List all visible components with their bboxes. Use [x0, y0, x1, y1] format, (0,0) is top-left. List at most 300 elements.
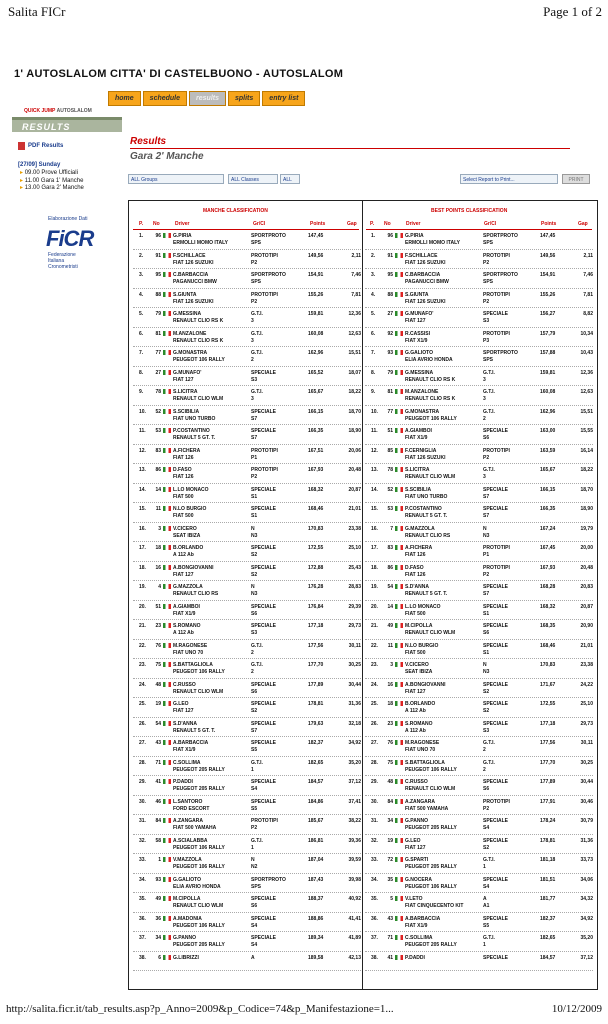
cell-group: SPECIALE: [251, 408, 277, 415]
cell-driver-name: G.MESSINA: [405, 369, 434, 376]
cell-gap: 18,07: [348, 369, 361, 376]
cell-driver-name: V.CICERO: [405, 662, 429, 668]
cell-class: S7: [483, 591, 490, 597]
cell-position: 12.: [139, 447, 146, 454]
cell-car-model: RENAULT CLIO WLM: [173, 396, 224, 402]
cell-group: G.T.I.: [251, 759, 263, 766]
cell-position: 2.: [139, 252, 144, 259]
cell-car-number: 51: [387, 428, 393, 434]
table-row: [133, 659, 361, 679]
cell-car-model: FIAT 126: [405, 571, 426, 578]
cell-car-number: 88: [387, 291, 393, 298]
cell-position: 35.: [371, 896, 378, 902]
cell-points: 168,32: [540, 603, 556, 610]
cell-class: SPS: [483, 357, 494, 363]
cell-car-number: 91: [387, 252, 393, 259]
cell-position: 15.: [139, 506, 146, 512]
cell-car-model: RENAULT CLIO RS K: [405, 396, 456, 402]
cell-points: 182,65: [308, 759, 324, 766]
italy-flag-icon: [163, 623, 171, 628]
cell-points: 147,45: [308, 233, 324, 239]
cell-class: P2: [483, 259, 490, 266]
cell-class: S4: [251, 922, 258, 929]
cell-gap: 18,22: [580, 467, 593, 473]
cell-gap: 29,39: [348, 603, 361, 610]
table-row: [133, 913, 361, 933]
cell-class: S6: [251, 610, 258, 617]
cell-driver-name: C.SOLLIMA: [405, 935, 433, 941]
cell-group: SPECIALE: [251, 779, 277, 785]
italy-flag-icon: [395, 292, 403, 297]
cell-group: PROTOTIPI: [251, 447, 278, 454]
cell-class: S7: [251, 435, 258, 441]
col-no: No: [384, 221, 391, 227]
cell-car-number: 34: [155, 935, 161, 941]
classes-select[interactable]: ALL Classes: [228, 174, 278, 184]
cell-car-number: 18: [387, 701, 393, 707]
cell-class: SPS: [483, 279, 494, 285]
cell-class: N3: [483, 532, 490, 539]
cell-car-number: 75: [387, 759, 393, 766]
cell-class: S6: [483, 435, 490, 441]
cell-gap: 12,36: [580, 369, 593, 376]
cell-car-model: FIAT 127: [405, 844, 426, 851]
cell-group: SPECIALE: [251, 896, 277, 902]
cell-position: 34.: [371, 876, 378, 883]
cell-gap: 34,92: [580, 915, 593, 922]
cell-driver-name: S.BATTAGLIOLA: [173, 662, 213, 668]
ficr-logo: FiCR: [46, 226, 94, 251]
col-grcl: Gr/Cl: [253, 221, 266, 227]
cell-car-number: 11: [155, 506, 161, 512]
cell-group: SPORTPROTO: [251, 272, 286, 278]
cell-car-number: 27: [387, 311, 393, 317]
nav-schedule[interactable]: schedule: [143, 91, 187, 106]
cell-gap: 7,81: [583, 291, 593, 298]
table-row: [133, 679, 361, 699]
italy-flag-icon: [163, 604, 171, 609]
cell-gap: 12,36: [348, 311, 361, 317]
cell-points: 154,91: [308, 272, 324, 278]
cell-class: P2: [251, 825, 258, 831]
cell-group: SPECIALE: [251, 603, 277, 610]
cell-car-number: 91: [155, 252, 161, 259]
cell-driver-name: C.RUSSO: [173, 681, 196, 688]
cell-car-number: 19: [155, 701, 161, 707]
cell-driver-name: G.LEO: [405, 837, 421, 844]
cell-points: 168,32: [308, 486, 324, 493]
cell-position: 12.: [371, 447, 378, 454]
cell-driver-name: A.BONGIOVANNI: [405, 681, 446, 688]
cell-group: PROTOTIPI: [251, 818, 278, 824]
cell-car-number: 71: [387, 935, 393, 941]
cell-car-number: 77: [155, 350, 161, 356]
cell-class: 3: [251, 396, 254, 402]
cell-driver-name: G.MUNAFO': [405, 311, 434, 317]
cell-car-number: 76: [387, 740, 393, 746]
cell-car-number: 86: [387, 564, 393, 571]
cell-gap: 39,98: [348, 876, 361, 883]
table-row: [133, 445, 361, 465]
cell-group: PROTOTIPI: [483, 798, 510, 805]
cell-car-model: FIAT 126 SUZUKI: [173, 259, 214, 266]
cell-car-model: FIAT 126 SUZUKI: [405, 259, 446, 266]
cell-group: G.T.I.: [251, 642, 263, 649]
cell-position: 23.: [371, 662, 378, 668]
cell-class: SPS: [483, 240, 494, 246]
cell-points: 179,63: [308, 720, 324, 727]
italy-flag-icon: [163, 643, 171, 648]
italy-flag-icon: [163, 448, 171, 453]
cell-car-number: 76: [155, 642, 161, 649]
cell-car-number: 5: [390, 896, 393, 902]
col-pos: P.: [139, 221, 144, 227]
cell-car-model: RENAULT CLIO RS K: [173, 337, 224, 344]
cell-points: 168,46: [540, 642, 556, 649]
cell-position: 36.: [371, 915, 378, 922]
cell-position: 23.: [139, 662, 146, 668]
table-row: [365, 425, 593, 445]
cell-car-model: PEUGEOT 106 RALLY: [405, 415, 457, 422]
cell-driver-name: G.MONASTRA: [173, 350, 208, 356]
col-gap: Gap: [347, 221, 357, 227]
cell-position: 5.: [371, 311, 376, 317]
table-row: [365, 874, 593, 894]
cell-car-number: 84: [155, 818, 161, 824]
italy-flag-icon: [163, 955, 171, 960]
cell-car-number: 34: [387, 818, 393, 824]
cell-car-number: 83: [387, 545, 393, 551]
cell-gap: 40,92: [348, 896, 361, 902]
cell-group: SPECIALE: [251, 798, 277, 805]
italy-flag-icon: [163, 526, 171, 531]
schedule-item[interactable]: ▸ 09.00 Prove Ufficiali: [20, 170, 84, 178]
cell-car-model: PEUGEOT 106 RALLY: [405, 766, 457, 773]
cell-class: S7: [483, 513, 490, 519]
italy-flag-icon: [163, 389, 171, 394]
cell-car-model: FIAT CINQUECENTO KIT: [405, 903, 464, 909]
cell-points: 182,37: [308, 740, 324, 746]
schedule-item[interactable]: ▸ 13.00 Gara 2' Manche: [20, 185, 84, 193]
cell-car-number: 78: [155, 389, 161, 395]
results-tab[interactable]: RESULTS: [12, 117, 122, 132]
table-row: [133, 347, 361, 367]
cell-points: 185,67: [308, 818, 324, 824]
cell-points: 166,35: [540, 506, 556, 512]
cell-driver-name: M.RAGONESE: [405, 740, 440, 746]
cell-driver-name: B.ORLANDO: [405, 701, 436, 707]
cell-points: 184,57: [308, 779, 324, 785]
cell-gap: 32,18: [348, 720, 361, 727]
italy-flag-icon: [395, 233, 403, 238]
schedule-list: [20, 170, 84, 193]
cell-position: 31.: [371, 818, 378, 824]
cell-position: 37.: [371, 935, 378, 941]
cell-position: 32.: [371, 837, 378, 844]
cell-car-model: A 112 Ab: [405, 708, 426, 714]
pdf-results-link[interactable]: PDF Results: [18, 142, 63, 150]
cell-group: G.T.I.: [251, 662, 263, 668]
cell-points: 189,34: [308, 935, 324, 941]
cell-group: SPECIALE: [251, 681, 277, 688]
cell-car-model: FIAT 127: [173, 708, 194, 714]
cell-points: 166,15: [540, 486, 556, 493]
cell-points: 177,70: [540, 759, 556, 766]
cell-position: 35.: [139, 896, 146, 902]
cell-car-model: PEUGEOT 205 RALLY: [405, 825, 457, 831]
cell-gap: 20,00: [580, 545, 593, 551]
cell-car-model: SEAT IBIZA: [405, 669, 433, 675]
italy-flag-icon: [395, 857, 403, 862]
cell-class: P2: [483, 454, 490, 461]
cell-driver-name: F.SCHILLACE: [405, 252, 438, 259]
cell-gap: 31,36: [580, 837, 593, 844]
cell-car-number: 78: [387, 467, 393, 473]
cell-driver-name: G.MONASTRA: [405, 408, 440, 415]
table-row: [133, 854, 361, 874]
cell-points: 176,84: [308, 603, 324, 610]
table-row: [133, 425, 361, 445]
table-row: [365, 269, 593, 289]
cell-position: 18.: [371, 564, 378, 571]
cell-position: 27.: [139, 740, 146, 746]
cell-class: P2: [251, 259, 258, 266]
cell-driver-name: A.ZANGARA: [173, 818, 203, 824]
table-row: [365, 952, 593, 972]
italy-flag-icon: [395, 409, 403, 414]
cell-class: P2: [251, 474, 258, 480]
cell-group: G.T.I.: [483, 935, 495, 941]
report-select[interactable]: Select Report to Print...: [460, 174, 558, 184]
cell-class: S7: [483, 493, 490, 500]
cell-points: 162,96: [308, 350, 324, 356]
cell-gap: 7,81: [351, 291, 361, 298]
cell-gap: 35,20: [348, 759, 361, 766]
italy-flag-icon: [395, 467, 403, 472]
cell-class: 3: [251, 318, 254, 324]
cell-position: 33.: [371, 857, 378, 863]
cell-position: 9.: [139, 389, 144, 395]
cell-class: S7: [251, 727, 258, 734]
cell-car-number: 53: [387, 506, 393, 512]
cell-group: PROTOTIPI: [483, 330, 510, 337]
cell-driver-name: A.SCIALABBA: [173, 837, 208, 844]
cell-car-model: FIAT X1/9: [173, 610, 196, 617]
print-button[interactable]: PRINT: [562, 174, 590, 184]
cell-group: N: [483, 525, 487, 532]
table-row: [365, 386, 593, 406]
cell-points: 163,00: [540, 428, 556, 434]
cell-car-model: PEUGEOT 205 RALLY: [405, 864, 457, 870]
italy-flag-icon: [163, 233, 171, 238]
cell-points: 167,51: [308, 447, 324, 454]
cell-points: 176,28: [308, 584, 324, 590]
cell-gap: 10,43: [580, 350, 593, 356]
cell-car-number: 49: [155, 896, 161, 902]
nav-entry-list[interactable]: entry list: [262, 91, 305, 106]
cell-class: S2: [251, 552, 258, 558]
cell-group: G.T.I.: [251, 837, 263, 844]
table-row: [133, 503, 361, 523]
table-row: [133, 640, 361, 660]
cell-class: SPS: [251, 883, 262, 890]
cell-points: 167,93: [308, 467, 324, 473]
cell-car-number: 93: [387, 350, 393, 356]
nav-results[interactable]: results: [189, 91, 226, 106]
italy-flag-icon: [163, 838, 171, 843]
cell-group: PROTOTIPI: [251, 467, 278, 473]
cell-points: 187,43: [308, 876, 324, 883]
italy-flag-icon: [163, 935, 171, 940]
cell-points: 156,27: [540, 311, 556, 317]
cell-driver-name: G.MAZZOLA: [405, 525, 435, 532]
cell-gap: 29,73: [348, 623, 361, 629]
cell-car-model: PEUGEOT 106 RALLY: [405, 883, 457, 890]
cell-car-number: 85: [387, 447, 393, 454]
cell-driver-name: L.SANTORO: [173, 798, 203, 805]
italy-flag-icon: [395, 740, 403, 745]
cell-class: 3: [251, 337, 254, 344]
print-footer-date: 10/12/2009: [551, 1003, 602, 1015]
table-row: [133, 269, 361, 289]
cell-driver-name: L.LO MONACO: [405, 603, 441, 610]
cell-group: SPECIALE: [483, 701, 509, 707]
table-row: [133, 484, 361, 504]
table-row: [365, 698, 593, 718]
cell-points: 177,70: [308, 662, 324, 668]
cell-position: 16.: [371, 525, 378, 532]
cell-points: 188,86: [308, 915, 324, 922]
cell-position: 19.: [371, 584, 378, 590]
table-row: [133, 523, 361, 543]
cell-position: 29.: [139, 779, 146, 785]
cell-position: 14.: [139, 486, 146, 493]
cell-position: 24.: [139, 681, 146, 688]
cell-gap: 20,48: [348, 467, 361, 473]
cell-group: SPECIALE: [251, 623, 277, 629]
best-points-rows: [365, 230, 593, 971]
italy-flag-icon: [395, 721, 403, 726]
page-title: 1' AUTOSLALOM CITTA' DI CASTELBUONO - AUTOSLALOM: [14, 68, 344, 80]
cell-position: 32.: [139, 837, 146, 844]
cell-car-model: FIAT 126 SUZUKI: [173, 298, 214, 305]
cell-car-number: 43: [387, 915, 393, 922]
results-tables: [128, 200, 598, 990]
cell-car-model: RENAULT 5 GT. T.: [173, 435, 216, 441]
cell-gap: 39,59: [348, 857, 361, 863]
cell-position: 26.: [139, 720, 146, 727]
cell-car-number: 18: [155, 545, 161, 551]
cell-points: 186,81: [308, 837, 324, 844]
cell-group: G.T.I.: [251, 330, 263, 337]
cell-position: 10.: [371, 408, 378, 415]
table-row: [365, 796, 593, 816]
table-row: [365, 737, 593, 757]
cell-car-model: FIAT X1/9: [173, 747, 196, 753]
cell-car-model: A 112 Ab: [405, 727, 426, 734]
cell-driver-name: A.GIAMBOI: [405, 428, 432, 434]
ficr-logo-subtitle: Federazione Italiana Cronometristi: [48, 252, 78, 270]
cell-gap: 34,06: [580, 876, 593, 883]
col-driver: Driver: [406, 221, 421, 227]
table-row: [133, 620, 361, 640]
table-row: [365, 250, 593, 270]
cell-car-number: 46: [155, 798, 161, 805]
cell-gap: 18,22: [348, 389, 361, 395]
italy-flag-icon: [395, 311, 403, 316]
cell-car-model: FIAT 126 SUZUKI: [405, 298, 446, 305]
cell-position: 10.: [139, 408, 146, 415]
cell-group: N: [251, 584, 255, 590]
cell-car-model: PEUGEOT 106 RALLY: [173, 922, 225, 929]
cell-car-number: 83: [155, 447, 161, 454]
cell-class: 1: [483, 864, 486, 870]
cell-driver-name: G.LIBRIZZI: [173, 954, 199, 961]
nav-splits[interactable]: splits: [228, 91, 260, 106]
cell-driver-name: V.LETO: [405, 896, 423, 902]
italy-flag-icon: [163, 682, 171, 687]
print-footer-url: http://salita.ficr.it/tab_results.asp?p_Anno=2009&p_Codice=74&p_Manifestazione=1...: [6, 1003, 394, 1015]
italy-flag-icon: [163, 409, 171, 414]
cell-class: 1: [251, 766, 254, 773]
cell-group: SPECIALE: [483, 311, 509, 317]
cell-driver-name: M.CIPOLLA: [173, 896, 201, 902]
cell-gap: 18,90: [348, 428, 361, 434]
cell-driver-name: C.RUSSO: [405, 779, 428, 785]
cell-car-model: RENAULT CLIO WLM: [405, 474, 456, 480]
cell-group: G.T.I.: [483, 740, 495, 746]
cell-position: 14.: [371, 486, 378, 493]
cell-class: N2: [251, 864, 258, 870]
cell-group: SPECIALE: [483, 584, 509, 590]
cell-gap: 18,70: [348, 408, 361, 415]
cell-class: P1: [483, 552, 490, 558]
italy-flag-icon: [163, 311, 171, 316]
cell-driver-name: P.COSTANTINO: [173, 428, 210, 434]
cell-car-model: RENAULT CLIO WLM: [405, 630, 456, 636]
table-row: [365, 757, 593, 777]
cell-group: PROTOTIPI: [483, 564, 510, 571]
italy-flag-icon: [163, 818, 171, 823]
groups-select[interactable]: ALL Groups: [128, 174, 224, 184]
cell-driver-name: C.SOLLIMA: [173, 759, 201, 766]
cell-points: 184,86: [308, 798, 324, 805]
cell-car-model: PEUGEOT 106 RALLY: [173, 357, 225, 363]
cell-gap: 15,51: [348, 350, 361, 356]
schedule-item[interactable]: ▸ 11.00 Gara 1' Manche: [20, 178, 84, 186]
cell-gap: 20,48: [580, 564, 593, 571]
table-row: [365, 620, 593, 640]
table-row: [133, 581, 361, 601]
cell-class: S7: [251, 415, 258, 422]
cell-class: S5: [251, 747, 258, 753]
nav-home[interactable]: home: [108, 91, 141, 106]
cell-car-model: FIAT 500: [405, 610, 426, 617]
cell-points: 157,88: [540, 350, 556, 356]
cell-driver-name: A.GIAMBOI: [173, 603, 200, 610]
cell-points: 159,81: [308, 311, 324, 317]
quick-jump[interactable]: QUICK JUMP AUTOSLALOM: [24, 108, 92, 114]
cell-points: 166,15: [308, 408, 324, 415]
cell-group: PROTOTIPI: [251, 252, 278, 259]
cell-car-model: A 112 Ab: [173, 630, 194, 636]
cell-position: 1.: [139, 233, 144, 239]
cell-car-number: 48: [155, 681, 161, 688]
all-select[interactable]: ALL: [280, 174, 300, 184]
table-row: [133, 815, 361, 835]
cell-position: 34.: [139, 876, 146, 883]
cell-driver-name: D.FASO: [173, 467, 192, 473]
